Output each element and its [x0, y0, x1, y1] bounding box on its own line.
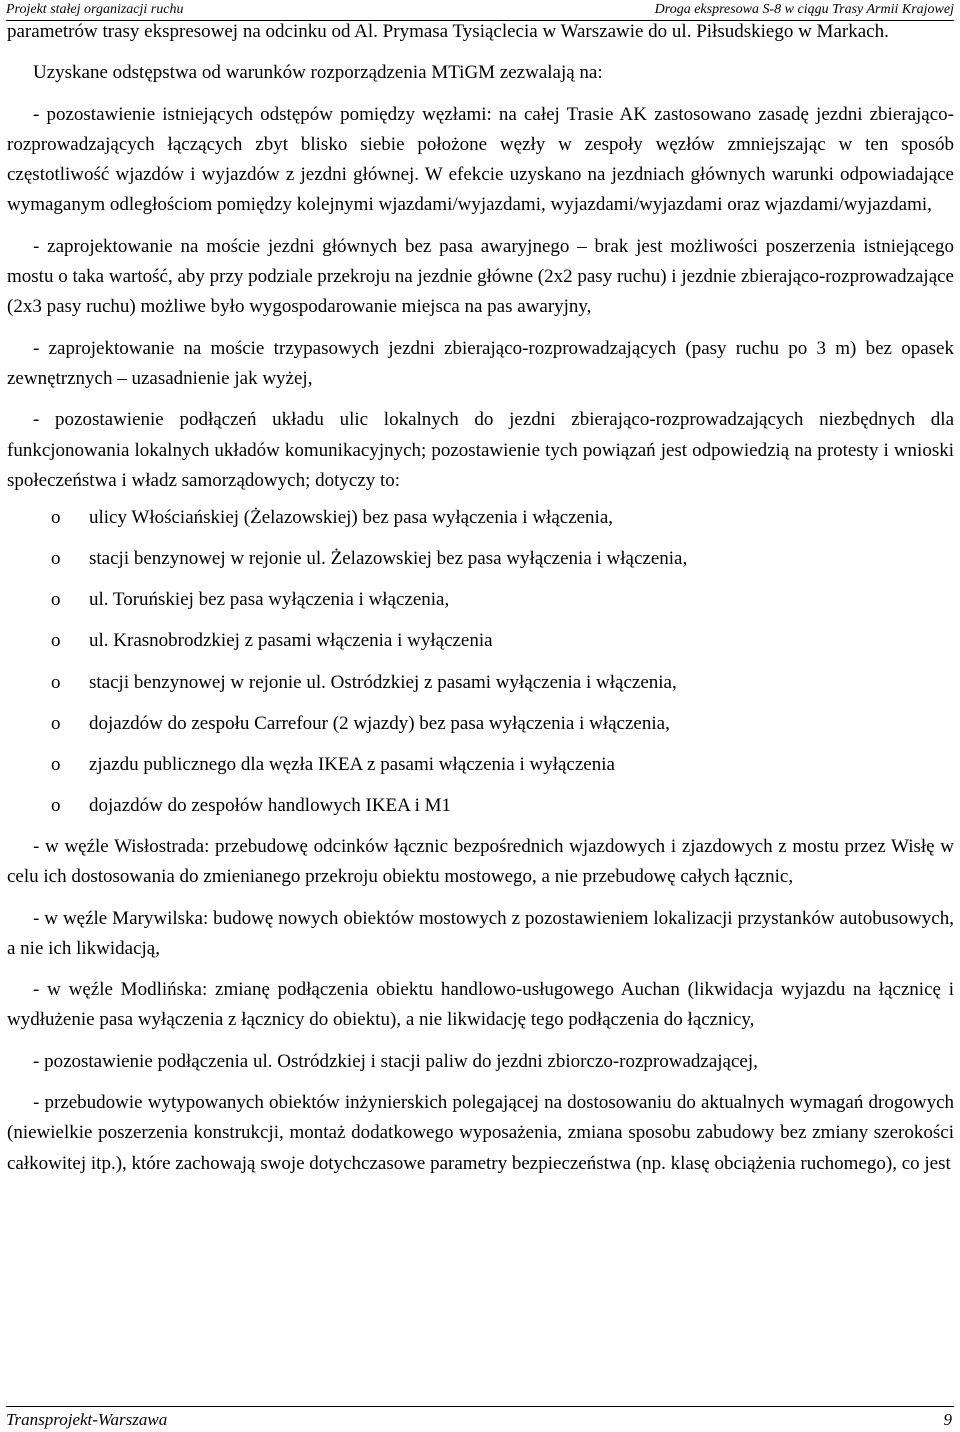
- paragraph-bridge-main-lanes: - zaprojektowanie na moście jezdni głównych bez pasa awaryjnego – brak jest możliwości poszerzenia istniejącego mostu o taka wartość, aby przy podziale przekroju na jezdnie główne (2x2 pasy ruchu) i jezdnie zbierająco-rozprowadzające (2x3 pasy ruchu) możliwe było wygospodarowanie miejsca na pas awaryjny,: [7, 235, 954, 318]
- paragraph-bridge-collector-lanes: - zaprojektowanie na moście trzypasowych jezdni zbierająco-rozprowadzających (pasy ruchu po 3 m) bez opasek zewnętrznych – uzasadnienie jak wyżej,: [7, 337, 954, 389]
- paragraph-modlinska: - w węźle Modlińska: zmianę podłączenia obiektu handlowo-usługowego Auchan (likwidacja wyjazdu na łącznicę i wydłużenie pasa wyłączenia z łącznicy do obiektu), a nie likwidację tego podłączenia do łącznicy,: [7, 979, 954, 1031]
- bullet-marker: o: [51, 671, 61, 693]
- list-item-text: stacji benzynowej w rejonie ul. Ostródzkiej z pasami wyłączenia i włączenia,: [89, 671, 677, 693]
- header-road-title: Droga ekspresowa S-8 w ciągu Trasy Armii Krajowej: [654, 2, 954, 17]
- paragraph-node-spacing: - pozostawienie istniejących odstępów pomiędzy węzłami: na całej Trasie AK zastosowano zasadę jezdni zbierająco-rozprowadzających łączących zbyt blisko siebie położone węzły w zespoły węzłów zmniejszając w ten sposób częstotliwość wjazdów i wyjazdów z jezdni głównej. W efekcie uzyskano na jezdniach głównych warunki odpowiadające wymaganym odległościom pomiędzy kolejnymi wjazdami/wyjazdami, wyjazdami/wyjazdami oraz wjazdami/wyjazdami,: [7, 103, 954, 216]
- paragraph-ostrodzka: - pozostawienie podłączenia ul. Ostródzkiej i stacji paliw do jezdni zbiorczo-rozprowadzającej,: [33, 1050, 758, 1072]
- bullet-marker: o: [51, 548, 61, 570]
- bullet-marker: o: [51, 507, 61, 529]
- bullet-marker: o: [51, 712, 61, 734]
- list-item-text: ul. Toruńskiej bez pasa wyłączenia i włączenia,: [89, 589, 450, 611]
- connections-list: [7, 503, 954, 821]
- list-item-text: ul. Krasnobrodzkiej z pasami włączenia i wyłączenia: [89, 630, 493, 652]
- page-number: 9: [943, 1410, 952, 1429]
- bullet-marker: o: [51, 630, 61, 652]
- list-item: [7, 668, 954, 698]
- page-footer: [6, 1406, 954, 1429]
- list-item-text: zjazdu publicznego dla węzła IKEA z pasami włączenia i wyłączenia: [89, 753, 615, 775]
- footer-company: Transprojekt-Warszawa: [6, 1410, 168, 1429]
- list-item: [7, 750, 954, 780]
- list-item: [7, 626, 954, 656]
- paragraph-wislostrada: - w węźle Wisłostrada: przebudowę odcinków łącznic bezpośrednich wjazdowych i zjazdowych z mostu przez Wisłę w celu ich dostosowania do zmienianego przekroju obiektu mostowego, a nie przebudowę całych łącznic,: [7, 835, 954, 888]
- paragraph-marywilska: - w węźle Marywilska: budowę nowych obiektów mostowych z pozostawieniem lokalizacji przystanków autobusowych, a nie ich likwidacją,: [7, 907, 954, 959]
- list-item-text: ulicy Włościańskiej (Żelazowskiej) bez pasa wyłączenia i włączenia,: [89, 507, 614, 529]
- list-item: [7, 709, 954, 739]
- list-item: [7, 791, 954, 821]
- bullet-marker: o: [51, 794, 61, 816]
- paragraph-engineering-objects: - przebudowie wytypowanych obiektów inżynierskich polegającej na dostosowaniu do aktualnych wymagań drogowych (niewielkie poszerzenia konstrukcji, montaż dodatkowego wyposażenia, zmiana sposobu zabudowy bez zmiany szerokości całkowitej itp.), które zachowają swoje dotychczasowe parametry bezpieczeństwa (np. klasę obciążenia ruchomego), co jest: [7, 1091, 954, 1174]
- bullet-marker: o: [51, 753, 61, 775]
- list-item-text: dojazdów do zespołów handlowych IKEA i M1: [89, 794, 451, 816]
- list-item-text: stacji benzynowej w rejonie ul. Żelazowskiej bez pasa wyłączenia i włączenia,: [89, 548, 688, 570]
- paragraph-local-connections: - pozostawienie podłączeń układu ulic lokalnych do jezdni zbierająco-rozprowadzających niezbędnych dla funkcjonowania lokalnych układów komunikacyjnych; pozostawienie tych powiązań jest odpowiedzią na protesty i wnioski społeczeństwa i władz samorządowych; dotyczy to:: [7, 409, 954, 491]
- document-body: [7, 17, 954, 1179]
- header-project-title: Projekt stałej organizacji ruchu: [6, 2, 184, 17]
- list-item: [7, 544, 954, 574]
- list-item-text: dojazdów do zespołu Carrefour (2 wjazdy) bez pasa wyłączenia i włączenia,: [89, 712, 670, 734]
- bullet-marker: o: [51, 589, 61, 611]
- list-item: [7, 503, 954, 533]
- paragraph-continuation: parametrów trasy ekspresowej na odcinku od Al. Prymasa Tysiąclecia w Warszawie do ul. Piłsudskiego w Markach.: [7, 21, 889, 42]
- paragraph-intro: Uzyskane odstępstwa od warunków rozporządzenia MTiGM zezwalają na:: [33, 62, 603, 84]
- list-item: [7, 585, 954, 615]
